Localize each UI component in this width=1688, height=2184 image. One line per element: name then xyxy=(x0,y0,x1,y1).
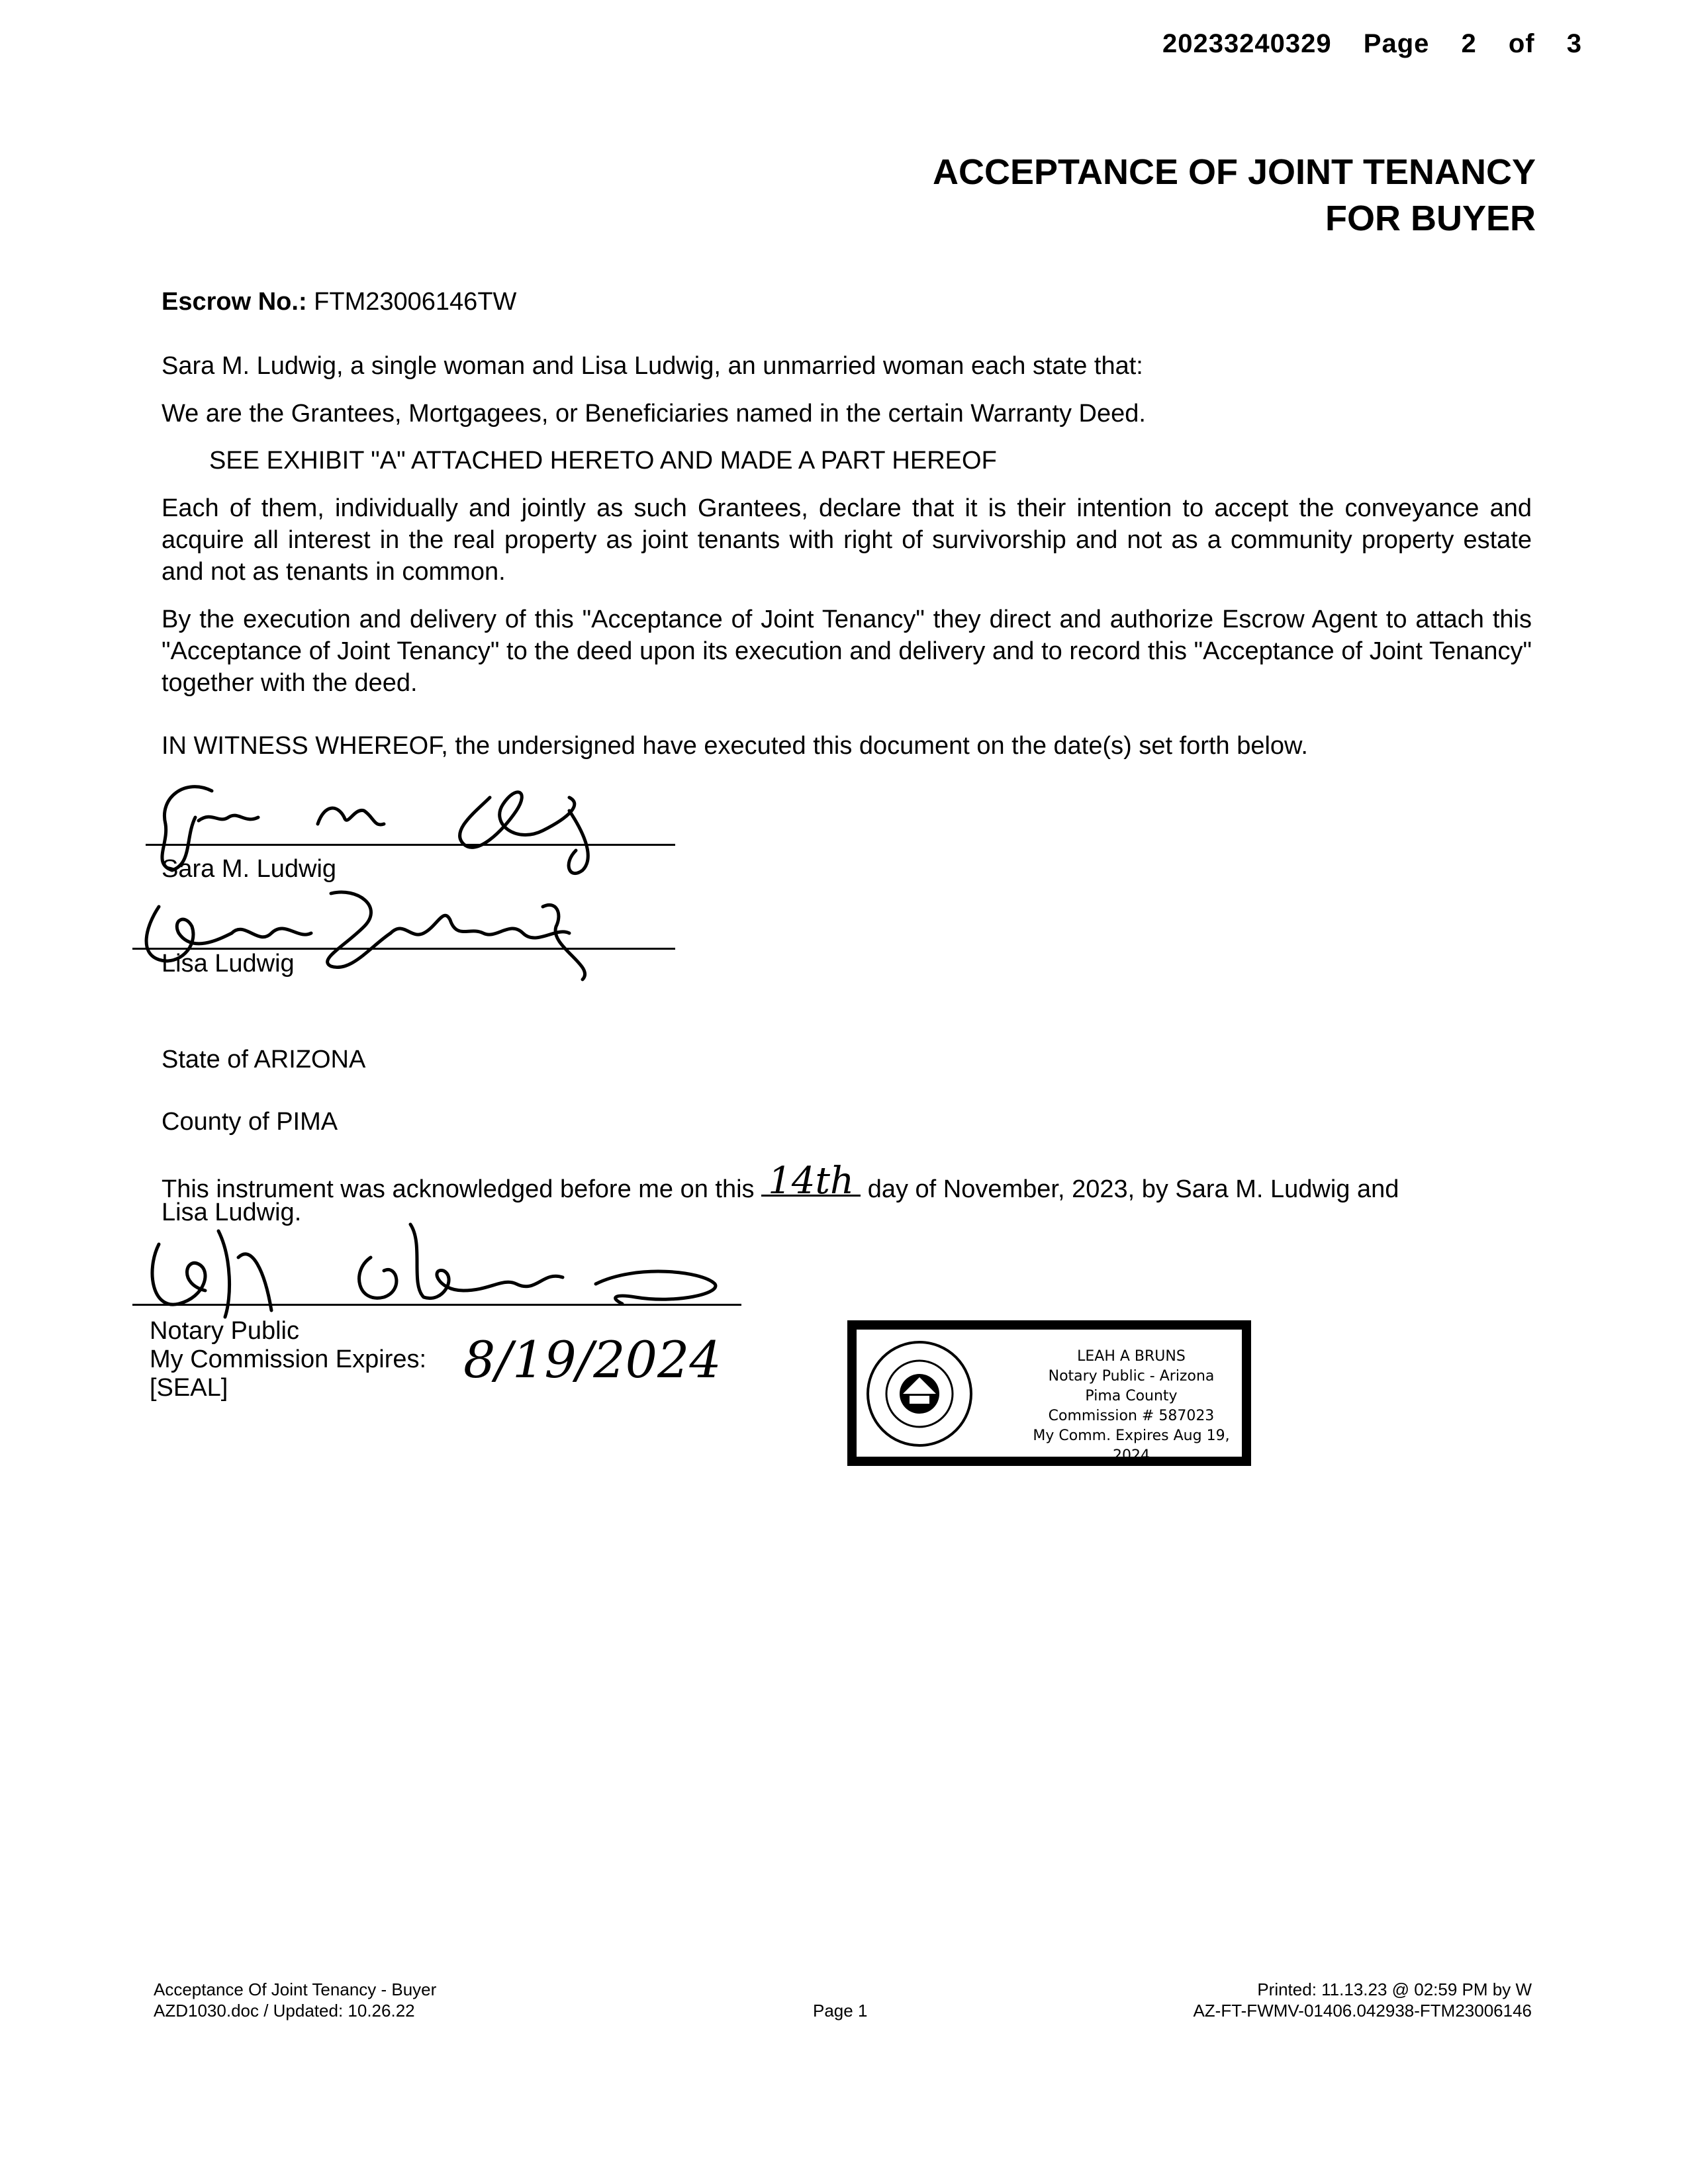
state-seal-icon xyxy=(863,1338,976,1450)
acknowledgment-line2: Lisa Ludwig. xyxy=(162,1199,302,1226)
notary-county: County of PIMA xyxy=(162,1108,338,1136)
stamp-text xyxy=(1022,1347,1241,1466)
exhibit-reference: SEE EXHIBIT "A" ATTACHED HERETO AND MADE A PART HEREOF xyxy=(209,447,997,475)
footer-printed: Printed: 11.13.23 @ 02:59 PM by W xyxy=(1257,1979,1532,1999)
witness-clause: IN WITNESS WHEREOF, the undersigned have executed this document on the date(s) set forth below. xyxy=(162,732,1308,760)
seal-label: [SEAL] xyxy=(150,1374,228,1402)
stamp-title: Notary Public - Arizona xyxy=(1048,1368,1215,1385)
recording-header xyxy=(1162,29,1582,59)
escrow-number: FTM23006146TW xyxy=(314,288,517,316)
notary-public-label: Notary Public xyxy=(150,1317,299,1345)
page-indicator: Page 2 of 3 xyxy=(1363,29,1582,58)
commission-expires-label: My Commission Expires: xyxy=(150,1345,427,1373)
ack-prefix: This instrument was acknowledged before me on this xyxy=(162,1175,755,1203)
footer-page-number: Page 1 xyxy=(813,2001,868,2021)
joint-tenancy-declaration: Each of them, individually and jointly as such Grantees, declare that it is their intention to accept the conveyance and acquire all interest in the real property as joint tenants with right of survivorship and not as a community property estate and not as tenants in common. xyxy=(162,494,1532,586)
footer-form-id: AZD1030.doc / Updated: 10.26.22 xyxy=(154,2001,415,2021)
authorization-paragraph: By the execution and delivery of this "Acceptance of Joint Tenancy" they direct and authorize Escrow Agent to attach this "Acceptance of Joint Tenancy" to the deed upon its execution and delivery and to record this "Acceptance of Joint Tenancy" together with the deed. xyxy=(162,606,1532,697)
escrow-line xyxy=(162,286,1532,318)
notary-stamp xyxy=(847,1320,1251,1466)
signer1-name: Sara M. Ludwig xyxy=(162,855,337,883)
grantees-statement: Sara M. Ludwig, a single woman and Lisa Ludwig, an unmarried woman each state that: xyxy=(162,352,1143,380)
stamp-notary-name: LEAH A BRUNS xyxy=(1077,1348,1186,1365)
footer-form-title: Acceptance Of Joint Tenancy - Buyer xyxy=(154,1979,437,1999)
footer-left xyxy=(154,1979,436,2021)
stamp-county: Pima County xyxy=(1085,1388,1178,1404)
recording-number: 20233240329 xyxy=(1162,29,1332,58)
footer-file-id: AZ-FT-FWMV-01406.042938-FTM23006146 xyxy=(1193,2001,1532,2021)
document-title-line2: FOR BUYER xyxy=(1325,199,1536,238)
commission-expiration-date: 8/19/2024 xyxy=(463,1330,722,1389)
escrow-label: Escrow No.: xyxy=(162,288,307,316)
ack-suffix: day of November, 2023, by Sara M. Ludwig and xyxy=(867,1175,1399,1203)
warranty-deed-statement: We are the Grantees, Mortgagees, or Beneficiaries named in the certain Warranty Deed. xyxy=(162,400,1146,428)
stamp-commission-number: Commission # 587023 xyxy=(1048,1408,1215,1424)
notary-state: State of ARIZONA xyxy=(162,1046,366,1073)
ack-day-handwritten: 14th xyxy=(761,1168,861,1197)
document-title-line1: ACCEPTANCE OF JOINT TENANCY xyxy=(932,152,1536,192)
footer-right xyxy=(1193,1979,1532,2021)
stamp-expiration: My Comm. Expires Aug 19, 2024 xyxy=(1033,1428,1230,1464)
signer2-name: Lisa Ludwig xyxy=(162,950,295,978)
